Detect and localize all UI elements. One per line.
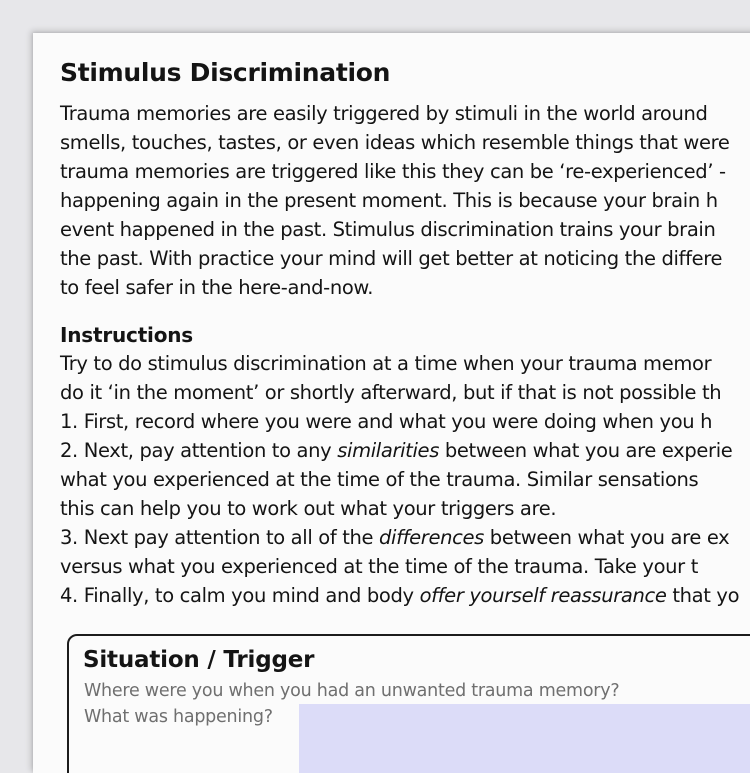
intro-line: Trauma memories are easily triggered by stimuli in the world around	[60, 102, 708, 125]
step-text: Finally, to calm you mind and body	[83, 584, 420, 607]
step-emphasis: similarities	[337, 439, 439, 462]
situation-trigger-section	[67, 634, 750, 773]
page-title: Stimulus Discrimination	[60, 58, 391, 87]
step-3-continuation: versus what you experienced at the time of the trauma. Take your t	[60, 555, 698, 578]
worksheet-page	[33, 33, 750, 773]
instructions-line: do it ‘in the moment’ or shortly afterward, but if that is not possible th	[60, 381, 722, 404]
situation-heading: Situation / Trigger	[83, 647, 315, 673]
situation-question-where: Where were you when you had an unwanted trauma memory?	[84, 681, 620, 701]
intro-line: smells, touches, tastes, or even ideas which resemble things that were	[60, 131, 730, 154]
step-text: Next pay attention to all of the	[83, 526, 380, 549]
step-3	[60, 523, 750, 552]
step-number: 4.	[60, 584, 78, 607]
step-text: between what you are experie	[439, 439, 733, 462]
instructions-body	[60, 349, 750, 610]
intro-line: the past. With practice your mind will get better at noticing the differe	[60, 247, 723, 270]
step-2-continuation: what you experienced at the time of the trauma. Similar sensations	[60, 468, 699, 491]
step-text: that yo	[666, 584, 740, 607]
step-text: First, record where you were and what you were doing when you h	[83, 410, 713, 433]
instructions-line: Try to do stimulus discrimination at a time when your trauma memor	[60, 352, 712, 375]
intro-line: happening again in the present moment. This is because your brain h	[60, 189, 718, 212]
intro-line: event happened in the past. Stimulus discrimination trains your brain	[60, 218, 716, 241]
step-number: 3.	[60, 526, 78, 549]
situation-answer-field[interactable]	[299, 704, 750, 773]
intro-paragraph	[60, 99, 750, 302]
worksheet-content	[60, 55, 750, 610]
instructions-heading: Instructions	[60, 323, 194, 347]
step-1	[60, 407, 750, 436]
intro-line: trauma memories are triggered like this they can be ‘re-experienced’ -	[60, 160, 726, 183]
step-emphasis: differences	[379, 526, 484, 549]
step-number: 2.	[60, 439, 78, 462]
step-text: Next, pay attention to any	[83, 439, 338, 462]
step-emphasis: offer yourself reassurance	[419, 584, 667, 607]
step-text: between what you are ex	[483, 526, 730, 549]
step-4	[60, 581, 750, 610]
step-2	[60, 436, 750, 465]
step-number: 1.	[60, 410, 78, 433]
step-2-continuation: this can help you to work out what your triggers are.	[60, 497, 557, 520]
intro-line: to feel safer in the here-and-now.	[60, 276, 374, 299]
situation-question-what: What was happening?	[84, 707, 273, 727]
